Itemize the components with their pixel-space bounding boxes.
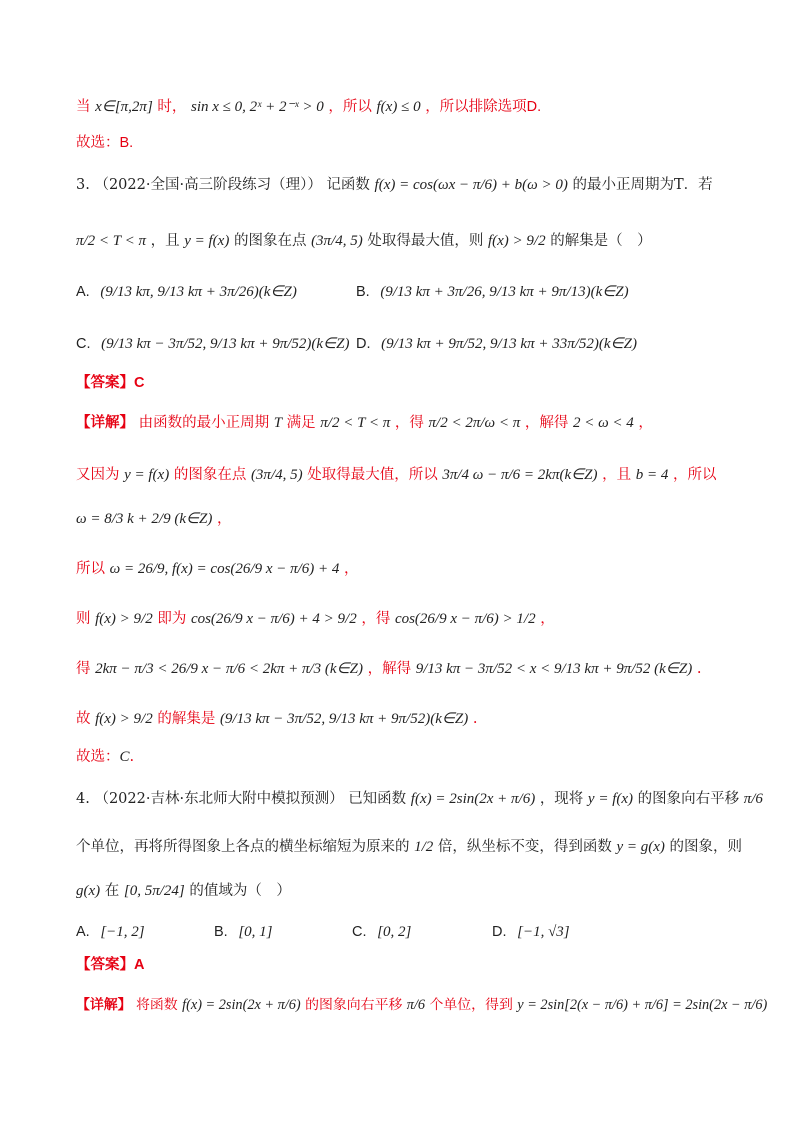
text: ，解得 bbox=[524, 415, 569, 431]
math: g(x) bbox=[76, 883, 101, 899]
text: 又因为 bbox=[76, 467, 120, 483]
text: ，解得 bbox=[367, 661, 412, 677]
text: ，所以排除选项D. bbox=[425, 99, 542, 115]
option-text: (9/13 kπ + 9π/52, 9/13 kπ + 33π/52)(k∈Z) bbox=[381, 336, 637, 352]
text: ，且 bbox=[602, 467, 632, 483]
math: 2kπ − π/3 < 26/9 x − π/6 < 2kπ + π/3 (k∈Z) bbox=[95, 661, 363, 677]
text: ，现将 bbox=[539, 791, 584, 807]
answer-value: A bbox=[134, 957, 145, 973]
math: (9/13 kπ − 3π/52, 9/13 kπ + 9π/52)(k∈Z) bbox=[219, 711, 469, 727]
math: 1/2 bbox=[414, 839, 434, 855]
text: 的解集是 bbox=[157, 711, 216, 727]
math: y = 2sin[2(x − π/6) + π/6] = 2sin(2x − π/6) bbox=[517, 997, 768, 1013]
detail-line-3 bbox=[76, 510, 232, 529]
text: . bbox=[129, 749, 135, 765]
option-label: A. bbox=[76, 924, 90, 940]
question-number: 3. bbox=[76, 177, 90, 193]
option-b[interactable] bbox=[356, 282, 629, 301]
option-label: B. bbox=[214, 924, 228, 940]
option-label: C. bbox=[76, 336, 91, 352]
math: y = f(x) bbox=[587, 791, 634, 807]
question-3-stem bbox=[76, 176, 713, 195]
text: 得 bbox=[76, 661, 91, 677]
math: [0, 5π/24] bbox=[123, 883, 185, 899]
text: 记函数 bbox=[326, 177, 370, 193]
math: (3π/4, 5) bbox=[250, 467, 303, 483]
math: y = g(x) bbox=[616, 839, 665, 855]
math: f(x) ≤ 0 bbox=[376, 99, 421, 115]
question-number: 4. bbox=[76, 791, 90, 807]
text: ，得 bbox=[361, 611, 391, 627]
option-text: (9/13 kπ − 3π/52, 9/13 kπ + 9π/52)(k∈Z) bbox=[101, 336, 350, 352]
text: ，得 bbox=[394, 415, 424, 431]
text: 的图象向右平移 bbox=[305, 997, 403, 1013]
q4-option-b[interactable] bbox=[214, 924, 273, 941]
text: 的最小正周期为T．若 bbox=[572, 177, 713, 193]
text: 的图象在点 bbox=[233, 233, 307, 249]
option-a[interactable] bbox=[76, 282, 297, 301]
option-d[interactable] bbox=[356, 334, 637, 353]
detail-line-8 bbox=[76, 748, 134, 767]
option-label: B. bbox=[356, 284, 370, 300]
detail-tag: 【详解】 bbox=[76, 415, 134, 431]
text: ， bbox=[540, 611, 555, 627]
question-3-stem-line-2 bbox=[76, 232, 652, 251]
math: y = f(x) bbox=[124, 467, 170, 483]
answer-value: C bbox=[134, 375, 145, 391]
text: . bbox=[696, 661, 702, 677]
math: π/6 bbox=[743, 791, 763, 807]
text: ， bbox=[638, 415, 653, 431]
math: T bbox=[273, 415, 283, 431]
question-source: （2022·全国·高三阶段练习（理）） bbox=[94, 177, 322, 193]
answer-tag: 【答案】 bbox=[76, 375, 134, 391]
text: 由函数的最小正周期 bbox=[138, 415, 270, 431]
detail-line-1 bbox=[76, 414, 653, 433]
detail-tag: 【详解】 bbox=[76, 996, 132, 1012]
math: 2 < ω < 4 bbox=[572, 415, 634, 431]
option-text: (9/13 kπ + 3π/26, 9/13 kπ + 9π/13)(k∈Z) bbox=[380, 284, 629, 300]
math: ω = 26/9, f(x) = cos(26/9 x − π/6) + 4 bbox=[109, 561, 340, 577]
solution-line-1 bbox=[76, 98, 541, 117]
detail-line-2 bbox=[76, 466, 716, 485]
math: f(x) > 9/2 bbox=[95, 711, 153, 727]
q4-answer-line bbox=[76, 956, 144, 974]
math: sin x ≤ 0, 2ˣ + 2⁻ˣ > 0 bbox=[191, 99, 324, 115]
text: ， bbox=[344, 561, 359, 577]
math: ω = 8/3 k + 2/9 (k∈Z) bbox=[76, 511, 213, 527]
text: 处取得最大值，则 bbox=[367, 233, 484, 249]
answer-line bbox=[76, 374, 144, 392]
math: (3π/4, 5) bbox=[311, 233, 363, 249]
math: f(x) = 2sin(2x + π/6) bbox=[410, 791, 536, 807]
math: f(x) = cos(ωx − π/6) + b(ω > 0) bbox=[374, 177, 568, 193]
text: 倍，纵坐标不变，得到函数 bbox=[437, 839, 612, 855]
math: y = f(x) bbox=[184, 233, 230, 249]
math: π/2 < T < π bbox=[76, 233, 147, 249]
math: cos(26/9 x − π/6) > 1/2 bbox=[394, 611, 536, 627]
detail-line-5 bbox=[76, 610, 555, 629]
text: ，所以 bbox=[672, 467, 717, 483]
detail-line-7 bbox=[76, 710, 478, 729]
question-4-stem bbox=[76, 790, 763, 809]
text: 已知函数 bbox=[348, 791, 407, 807]
math: 3π/4 ω − π/6 = 2kπ(k∈Z) bbox=[442, 467, 598, 483]
text: 的值域为（ ） bbox=[189, 883, 291, 899]
text: . bbox=[472, 711, 478, 727]
math: f(x) > 9/2 bbox=[487, 233, 546, 249]
answer-tag: 【答案】 bbox=[76, 957, 134, 973]
math: π/2 < 2π/ω < π bbox=[428, 415, 521, 431]
text: 则 bbox=[76, 611, 91, 627]
text: 个单位，再将所得图象上各点的横坐标缩短为原来的 bbox=[76, 839, 410, 855]
option-c[interactable] bbox=[76, 334, 349, 353]
math: π/2 < T < π bbox=[320, 415, 391, 431]
question-4-stem-line-2 bbox=[76, 838, 742, 857]
text: ，且 bbox=[150, 233, 180, 249]
option-label: D. bbox=[356, 336, 371, 352]
option-text: [−1, √3] bbox=[517, 924, 570, 940]
text: ，所以 bbox=[328, 99, 372, 115]
math: f(x) > 9/2 bbox=[95, 611, 153, 627]
question-4-stem-line-3 bbox=[76, 882, 291, 901]
text: ， bbox=[217, 511, 232, 527]
q4-option-a[interactable] bbox=[76, 924, 145, 941]
math: b = 4 bbox=[635, 467, 669, 483]
option-label: D. bbox=[492, 924, 507, 940]
detail-line-6 bbox=[76, 660, 701, 679]
option-text: [−1, 2] bbox=[100, 924, 145, 940]
text: 个单位，得到 bbox=[429, 997, 513, 1013]
text: 在 bbox=[104, 883, 120, 899]
text: 即为 bbox=[157, 611, 187, 627]
text: 处取得最大值，所以 bbox=[307, 467, 438, 483]
text: 满足 bbox=[286, 415, 316, 431]
choice-line-b: 故选：B. bbox=[76, 135, 134, 151]
text: 所以 bbox=[76, 561, 105, 577]
option-label: A. bbox=[76, 284, 90, 300]
q4-option-c[interactable] bbox=[352, 924, 411, 941]
text: 当 bbox=[76, 99, 91, 115]
math: f(x) = 2sin(2x + π/6) bbox=[182, 997, 301, 1013]
math: x∈[π,2π] bbox=[95, 99, 153, 115]
math: C bbox=[119, 749, 130, 765]
text: 将函数 bbox=[136, 997, 178, 1013]
math: π/6 bbox=[406, 997, 426, 1013]
text: 故选： bbox=[76, 749, 120, 765]
text: 的图象，则 bbox=[669, 839, 743, 855]
math: 9/13 kπ − 3π/52 < x < 9/13 kπ + 9π/52 (k∈Z) bbox=[415, 661, 693, 677]
option-text: (9/13 kπ, 9/13 kπ + 3π/26)(k∈Z) bbox=[100, 284, 297, 300]
detail-line-4 bbox=[76, 560, 359, 579]
q4-option-d[interactable] bbox=[492, 924, 570, 941]
option-text: [0, 1] bbox=[238, 924, 273, 940]
option-text: [0, 2] bbox=[377, 924, 412, 940]
text: 的图象在点 bbox=[173, 467, 247, 483]
text: 时， bbox=[157, 99, 187, 115]
q4-detail-line-1 bbox=[76, 996, 767, 1015]
math: cos(26/9 x − π/6) + 4 > 9/2 bbox=[190, 611, 357, 627]
question-source: （2022·吉林·东北师大附中模拟预测） bbox=[94, 791, 344, 807]
text: 的解集是（ ） bbox=[550, 233, 652, 249]
text: 故 bbox=[76, 711, 91, 727]
option-label: C. bbox=[352, 924, 367, 940]
text: 的图象向右平移 bbox=[637, 791, 740, 807]
